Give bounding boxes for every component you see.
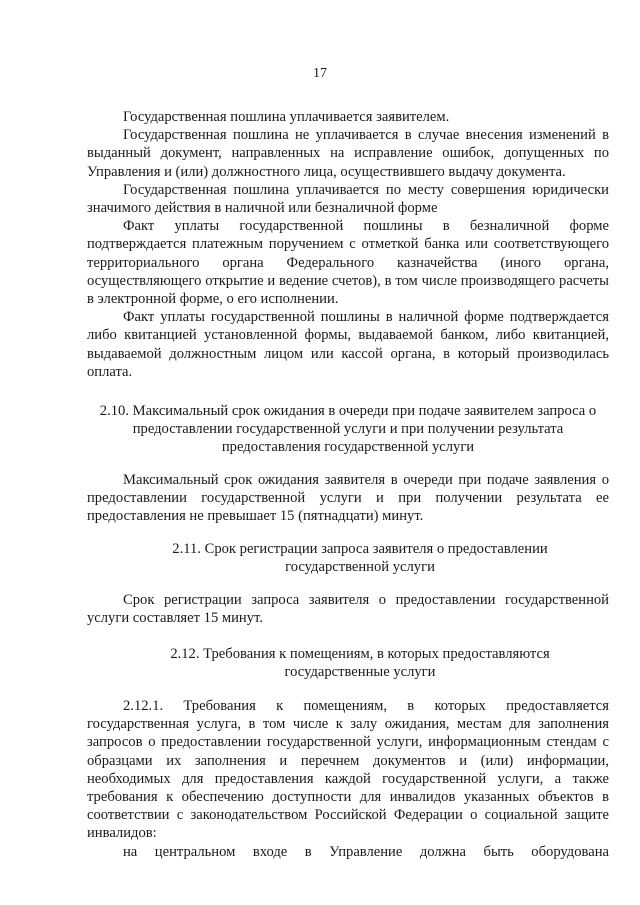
fee-paragraph: Государственная пошлина уплачивается заявителем. <box>123 109 450 125</box>
fee-paragraph: Факт уплаты государственной пошлины в безналичной форме подтверждается платежным поручением с отметкой банка или соответствующего территориального органа Федерального казначейства (иного органа, осуществляющего открытие и ведение счетов), в том числе производящего расчеты в электронной форме, о его исполнении. <box>87 218 609 308</box>
fee-paragraph: Государственная пошлина уплачивается по месту совершения юридически значимого действия в наличной или безналичной форме <box>87 181 609 217</box>
page-number: 17 <box>313 66 327 81</box>
section-2-11-heading: 2.11. Срок регистрации запроса заявителя о предоставлении государственной услуги <box>172 541 548 576</box>
section-2-10-heading: 2.10. Максимальный срок ожидания в очереди при подаче заявителем запроса о предоставлении государственной услуги и при получении результата предоставления государственной услуги <box>99 403 597 456</box>
fee-paragraphs <box>87 108 609 381</box>
fee-paragraph: Государственная пошлина не уплачивается в случае внесения изменений в выданный документ, направленных на исправление ошибок, допущенных по Управления и (или) должностного лица, осуществившего выдачу документа. <box>87 127 609 180</box>
section-2-12-heading: 2.12. Требования к помещениям, в которых предоставляются государственные услуги <box>170 646 550 681</box>
section-2-10-text: Максимальный срок ожидания заявителя в очереди при подаче заявления о предоставлении государственной услуги и при получении результата ее предоставления не превышает 15 (пятнадцати) минут. <box>87 472 609 525</box>
section-2-11-text: Срок регистрации запроса заявителя о предоставлении государственной услуги составляет 15 минут. <box>87 592 609 627</box>
fee-paragraph: Факт уплаты государственной пошлины в наличной форме подтверждается либо квитанцией установленной формы, выдаваемой банком, либо квитанцией, выдаваемой должностным лицом или кассой органа, в который производилась оплата. <box>87 309 609 380</box>
section-2-12-text: 2.12.1. Требования к помещениям, в которых предоставляется государственная услуга, в том числе к залу ожидания, местам для заполнения запросов о предоставлении государственной услуги, информационным стендам с образцами их заполнения и перечнем документов и (или) информации, необходимых для предоставления каждой государственной услуги, а также требования к обеспечению доступности для инвалидов указанных объектов в соответствии с законодательством Российской Федерации о социальной защите инвалидов: <box>87 698 609 842</box>
section-2-12-continuation: на центральном входе в Управление должна быть оборудована <box>123 844 609 860</box>
